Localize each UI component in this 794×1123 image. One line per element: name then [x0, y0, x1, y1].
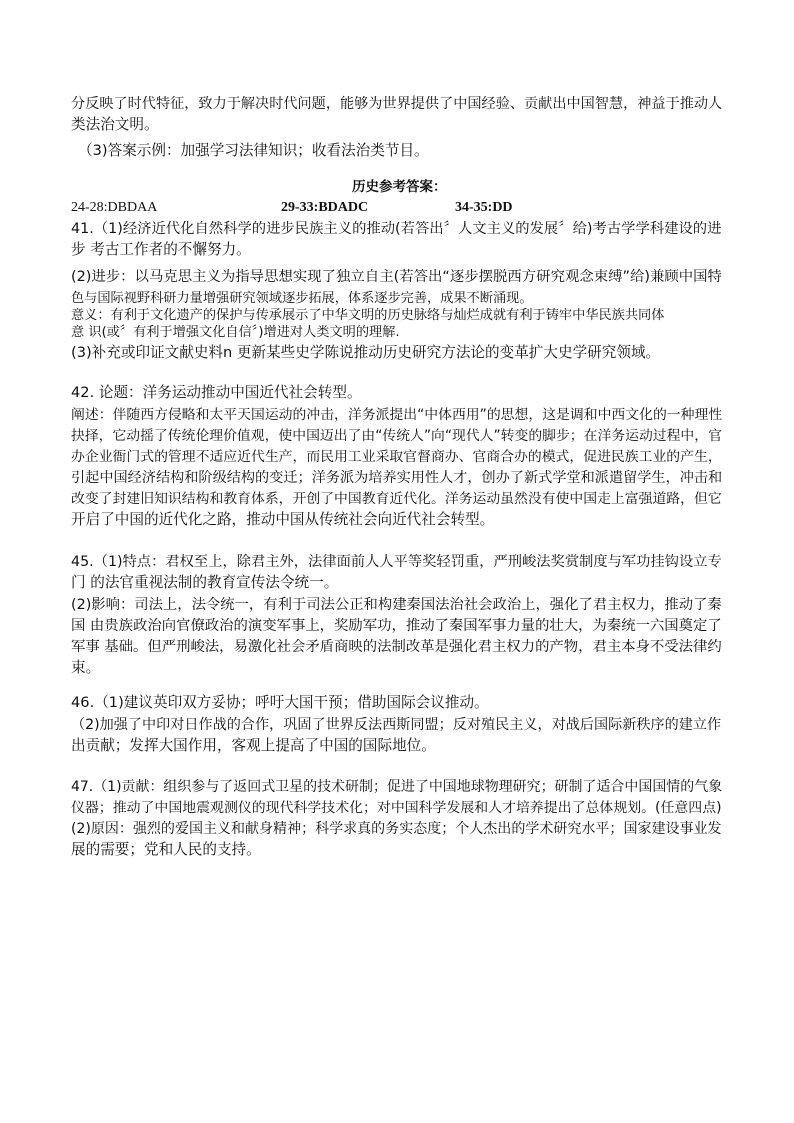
q45-line-2: 门 的法官重视法制的教育宣传法令统一。 [71, 574, 339, 591]
q45-line-1: 45.（1)特点：君权至上，除君主外，法律面前人人平等奖轻罚重，严刑峻法奖赏制度与军功挂钩设立专 [71, 554, 722, 570]
q42-line-6: 改变了封建旧知识结构和教育体系，开创了中国教育近代化。洋务运动虽然没有使中国走上富强道路，但它 [71, 491, 722, 507]
choice-answers-24-28: 24-28:DBDAA [71, 200, 158, 215]
q47-line-1: 47.（1)贡献：组织参与了返回式卫星的技术研制；促进了中国地球物理研究；研制了适合中国国情的气象 [71, 779, 723, 795]
q41-line-5: 意义：有利于文化遗产的保护与传承展示了中华文明的历史脉络与灿烂成就有利于铸牢中华民族共同体 [71, 308, 665, 323]
q41-line-4: 色与国际视野科研力量增强研究领域逐步拓展，体系逐步完善，成果不断涌现。 [71, 291, 533, 306]
choice-answers-34-35: 34-35:DD [455, 200, 513, 215]
q45-line-6: 束。 [71, 659, 101, 676]
q42-line-4: 办企业衙门式的管理不适应近代生产，而民用工业采取官督商办、官商合办的模式，促进民族工业的产生， [71, 449, 722, 465]
continuation-line-2: 类法治文明。 [71, 116, 159, 133]
q46-line-3: 出贡献；发挥大国作用，客观上提高了中国的国际地位。 [71, 737, 436, 754]
q47-line-2: 仪器；推动了中国地震观测仪的现代科学技术化；对中国科学发展和人才培养提出了总体规划。(任意四点) [71, 800, 722, 816]
q41-line-6: 意 识(或〞有利于增强文化自信〞)增进对人类文明的理解. [71, 325, 400, 340]
continuation-line-1: 分反映了时代特征，致力于解决时代问题，能够为世界提供了中国经验、贡献出中国智慧，神益于推动人 [71, 96, 723, 112]
q42-line-5: 引起中国经济结构和阶级结构的变迁；洋务派为培养实用性人才，创办了新式学堂和派遣留学生，冲击和 [71, 470, 723, 486]
q41-line-2: 步 考古工作者的不懈努力。 [71, 241, 251, 258]
q42-line-1: 42. 论题：洋务运动推动中国近代社会转型。 [71, 384, 362, 401]
history-section-title: 历史参考答案： [352, 179, 447, 194]
q46-line-2: （2)加强了中印对日作战的合作，巩固了世界反法西斯同盟；反对殖民主义，对战后国际新秩序的建立作 [71, 717, 722, 733]
q42-line-7: 开启了中国的近代化之路，推动中国从传统社会向近代社会转型。 [71, 511, 495, 528]
q45-line-4: 国 由贵族政治向官僚政治的演变军事上，奖励军功，推动了秦国军事力量的壮大，为秦统一六国奠定了 [71, 618, 722, 634]
q46-line-1: 46.（1)建议英印双方妥协；呼吁大国干预；借助国际会议推动。 [71, 694, 489, 711]
q47-line-4: 展的需要；党和人民的支持。 [71, 841, 261, 858]
q41-line-7: (3)补充或印证文献史料n 更新某些史学陈说推动历史研究方法论的变革扩大史学研究领域。 [71, 344, 661, 361]
q41-line-1: 41.（1)经济近代化自然科学的进步民族主义的推动(若答出〞人文主义的发展〞给)考古学学科建设的进 [71, 221, 722, 237]
q42-line-3: 抉择，它动摇了传统伦理价值观，使中国迈出了由“传统人”向“现代人”转变的脚步；在洋务运动过程中，官 [71, 428, 722, 444]
q45-line-3: (2)影响：司法上，法令统一，有利于司法公正和构建秦国法治社会政治上，强化了君主权力，推动了秦 [71, 597, 722, 613]
choice-answers-29-33: 29-33:BDADC [281, 200, 369, 215]
q45-line-5: 军事 基础。但严刑峻法，易激化社会矛盾商映的法制改革是强化君主权力的产物，君主本身不受法律约 [71, 639, 722, 655]
q41-line-3: (2)进步：以马克思主义为指导思想实现了独立自主(若答出“逐步摆脱西方研究观念束缚”给)兼顾中国特 [71, 269, 722, 285]
q42-line-2: 阐述：伴随西方侵略和太平天国运动的冲击，洋务派提出“中体西用”的思想，这是调和中西文化的一种理性 [71, 407, 723, 423]
q47-line-3: (2)原因：强烈的爱国主义和献身精神；科学求真的务实态度；个人杰出的学术研究水平；国家建设事业发 [71, 821, 722, 837]
answer-3: （3)答案示例：加强学习法律知识；收看法治类节目。 [78, 142, 429, 159]
